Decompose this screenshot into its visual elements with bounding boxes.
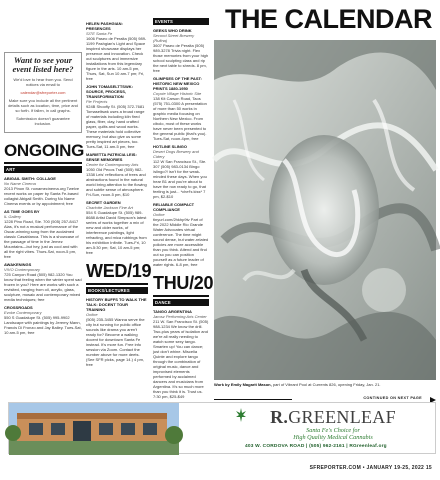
listing-title: RELIABLE COMPACT COMPLIANCE bbox=[153, 202, 195, 212]
listing-title: HOTLINE SLINGO bbox=[153, 144, 187, 149]
books-lectures-category-bar: BOOKS/LECTURES bbox=[86, 287, 148, 294]
promo-email-link[interactable]: calendar@sfreporter.com bbox=[20, 90, 66, 95]
listing-venue: Desert Dogs Brewery and Cidery bbox=[153, 149, 199, 159]
right-column bbox=[153, 18, 214, 399]
listing-venue: Online bbox=[86, 312, 98, 317]
listing-text: (505) 235-3455 Wanna serve the city but running for public office sounds like drama you aren't ready for? Become a walking docent for downtown Santa Fe instead. It's more fun. Free info session via Zoom. Contact the number above for more deets. (See SFR picks, page 14.) 4 pm, free bbox=[86, 317, 145, 367]
listing-text: 725 Canyon Road (505) 982-1320 You know that feeling when the winter spent sad frozen in you? Here are works with such a revisited, ranging from oil, acrylic, glass, sculpture, mosaic and contemporary mixed media techniques; free bbox=[4, 272, 82, 302]
listing-text: 554 S Guadalupe St. (505) 989-8688 Artist David Simpson's latest series of works together a mix of new and older works, of interference paintings, light refracting, and mica rubbings from his exhibition Infinite. Tues-Fri, 10 am-5:30 pm; Sat, 10 am-5 pm; free bbox=[86, 210, 147, 255]
thu-20-heading: THU/20 bbox=[153, 273, 209, 297]
art-category-bar: ART bbox=[4, 166, 82, 173]
events-category-bar: EVENTS bbox=[153, 18, 209, 25]
listing-title: TANGO ARGENTINA bbox=[153, 309, 192, 314]
artwork-caption bbox=[214, 382, 436, 387]
listing-text: tinyurl.com/2hkhp9tv Part of the 2022 Middle Rio Grande Water Advocates virtual conference. The time might sound dense, but water-related policies are more accessible than you think. Attend and find out so you can position yourself as a future leader of water rights. 6-8 pm, free bbox=[153, 217, 209, 267]
listing-text: 3607 Paseo de Peralta (505) 989-3278 Trivia night. Flex those memories from your high school sculpting class and rip the next table to shreds. 8 pm, free bbox=[153, 43, 209, 73]
promo-text-1: We'd love to hear from you. Send notices via email to bbox=[13, 77, 73, 87]
listing-venue: Jarosz Performing Arts Center bbox=[153, 314, 207, 319]
listing-text: 2013 Pinon St. nonamecinema.org Twelve recent works on paper by Santa Fe-based collagist Abigail Smith. During No Name Cinema events or by appointment; free bbox=[4, 186, 80, 206]
listing-venue: Charlotte Jackson Fine Art bbox=[86, 205, 133, 210]
list-item bbox=[153, 309, 209, 399]
r-greenleaf-ad[interactable] bbox=[8, 402, 436, 454]
list-item bbox=[153, 28, 209, 73]
listing-title: GLIMPSES OF THE PAST: HISTORIC NEW MEXICO PRINTS 1880-1950 bbox=[153, 76, 202, 91]
listing-venue: No Name Cinema bbox=[4, 181, 36, 186]
listing-title: HELEN PASHGIAN: PRESENCES bbox=[86, 21, 123, 31]
list-item bbox=[4, 262, 82, 302]
promo-heading: Want to see your event listed here? bbox=[12, 55, 74, 74]
caption-credit: Work by Emily Magarit Mason, bbox=[214, 382, 272, 387]
listing-venue: Center for Contemporary Arts bbox=[86, 162, 139, 167]
promo-text-3: Submission doesn't guarantee inclusion. bbox=[16, 116, 70, 126]
listing-text: 138 Kit Carson Road, Taos (575) 751-0300 A presentation of more than 50 works in graphic media focusing on Northern New Mexico. From cibolo, most of these works have never been presented to the general public (that's you). Tues-Sat, noon-4pm, free bbox=[153, 96, 207, 141]
caption-text: part of Vibrant Pool at Currents 826, opening Friday, Jan. 21. bbox=[272, 382, 381, 387]
listing-venue: SITE Santa Fe bbox=[86, 31, 113, 36]
tagline-line-2: High Quality Medical Cannabis bbox=[293, 434, 373, 441]
list-item bbox=[4, 305, 82, 335]
list-item bbox=[153, 144, 209, 199]
list-item bbox=[86, 21, 148, 81]
listing-title: SECRET GARDEN bbox=[86, 200, 121, 205]
list-item bbox=[153, 202, 209, 267]
listing-venue: IL Gallery bbox=[4, 214, 22, 219]
page-footer: SFREPORTER.COM • JANUARY 19-25, 2022 15 bbox=[309, 465, 432, 471]
listing-title: HISTORY BUFFS TO WALK THE TALK: DOCENT TOUR TRAINING bbox=[86, 297, 147, 312]
listing-venue: Second Street Brewery (Rufina) bbox=[153, 33, 195, 43]
dance-category-bar: DANCE bbox=[153, 299, 209, 306]
continued-divider bbox=[214, 399, 292, 400]
brand-initial: R. bbox=[270, 407, 289, 427]
promo-text-2: Make sure you include all the pertinent details such as location, time, price and so forth. If fallen, in call graphs. bbox=[8, 98, 78, 113]
artwork-illustration bbox=[214, 40, 436, 380]
list-item bbox=[153, 76, 209, 141]
list-item bbox=[86, 152, 148, 197]
listing-text: 1050 Old Pecos Trail (505) 982-1338 Leis' reflections of trees and abstractions found in the natural world bring attention to the flowing and subtle sense of atmosphere. Fri-Sun, noon-5 pm, $10 bbox=[86, 167, 147, 197]
storefront-photo bbox=[9, 403, 179, 455]
brand-logo-text bbox=[245, 407, 421, 428]
ad-address[interactable]: 403 W. CORDOVA ROAD | (505) 962-2161 | RGreenleaf.org bbox=[245, 444, 387, 449]
storefront-illustration bbox=[9, 403, 179, 455]
list-item bbox=[4, 209, 82, 259]
listing-text: 211 W. San Francisco St. (505) 988-1234 We know the drill. Two-plus years of isolation and we're all really needing to watch some sexy tango. Smarten up! You can dance; just don't whine. Miscelia Quinte and explore tango through the combination of original music, dance and improvised elements performed by acclaimed dancers and musicians from Argentina. It's so much more than you think it is. Trust us. 7:30 pm, $25-$49 bbox=[153, 319, 209, 399]
list-item bbox=[4, 176, 82, 206]
listing-venue: Pie Projects bbox=[86, 99, 108, 104]
listing-title: AWAKENINGS bbox=[4, 262, 32, 267]
continued-on-next-page[interactable]: CONTINUED ON NEXT PAGE bbox=[300, 396, 436, 400]
list-item bbox=[86, 297, 148, 367]
tagline-line-1: Santa Fe's Choice for bbox=[306, 427, 360, 434]
listing-title: AS TIME GOES BY bbox=[4, 209, 40, 214]
listing-title: JOHN TOMASELTTSWK: SOURCE, PROCESS, TRANSFORMATION bbox=[86, 84, 133, 99]
listing-venue: Online bbox=[153, 212, 165, 217]
list-item bbox=[86, 84, 148, 149]
listing-title: GEEKS WHO DRINK bbox=[153, 28, 192, 33]
listing-venue: Evoke Contemporary bbox=[4, 310, 42, 315]
listing-text: 1606 Paseo de Peralta (505) 989-1199 Pashgian's Light and Space inspired showcase displays her presence and innovation. Check out sculptures and immersive installations from this legendary figure in the arts. 10 am-5 pm, Thurs, Sat, Sun 10 am-7 pm; Fri, free bbox=[86, 36, 147, 81]
ad-tagline bbox=[245, 427, 421, 441]
listing-text: 112 W San Francisco St., Ste. 307 (505) 983-0134 Bingo /slingo?/ isn't for the weak-minded these days. When you hear B1 and you're about to have the row ready to go, that feeling is just... *chef's kiss* 7 pm, $2-$10 bbox=[153, 159, 207, 199]
page-title: THE CALENDAR bbox=[225, 4, 432, 34]
submission-promo bbox=[4, 52, 82, 133]
list-item bbox=[86, 200, 148, 255]
listing-venue: VIVO Contemporary bbox=[4, 267, 41, 272]
featured-artwork-image bbox=[214, 40, 436, 380]
listing-title: CROSSROADS bbox=[4, 305, 33, 310]
wed-19-heading: WED/19 bbox=[86, 261, 148, 285]
listing-text: 1228 Pino Road, Ste. 700 (505) 257-8417 Alas, it's not a musical performance of the Oscar-winning song from the acclaimed classic Casablanca. This is a showcase of the passage of time in the Jemez Mountains—but hey, just as cool and with all the right vibes. Thurs-Sat, noon-5 pm, free bbox=[4, 219, 79, 259]
brand-name: GREENLEAF bbox=[288, 407, 396, 427]
ongoing-heading: ONGOING bbox=[4, 141, 82, 164]
left-column bbox=[4, 52, 85, 387]
listing-title: ABIGAIL SMITH: COLLAGE bbox=[4, 176, 56, 181]
listing-text: 924B Shoofly St. (505) 372-7681 Tomaseltswk uses a broad range of materials including kiln fired glass, fiber, clay, hand crafted paper, quilts and wood works. These materials hold collective memory, but also give us some pretty inspired art pieces, too. Tues-Sat, 11 am-5 pm, free bbox=[86, 104, 145, 149]
listing-venue: Coyote Village Historic Site bbox=[153, 91, 202, 96]
middle-column bbox=[86, 18, 152, 388]
listing-title: MARIETTA PATRICIA LEIS: SENSE MEMORIES bbox=[86, 152, 137, 162]
listing-text: 550 S Guadalupe St. (505) 995-9902 Landscape with paintings by Jeremy Mann, Francis Di Fronzo and Jay Bailey. Tues-Sat, 10 am-5 pm, free bbox=[4, 315, 82, 335]
